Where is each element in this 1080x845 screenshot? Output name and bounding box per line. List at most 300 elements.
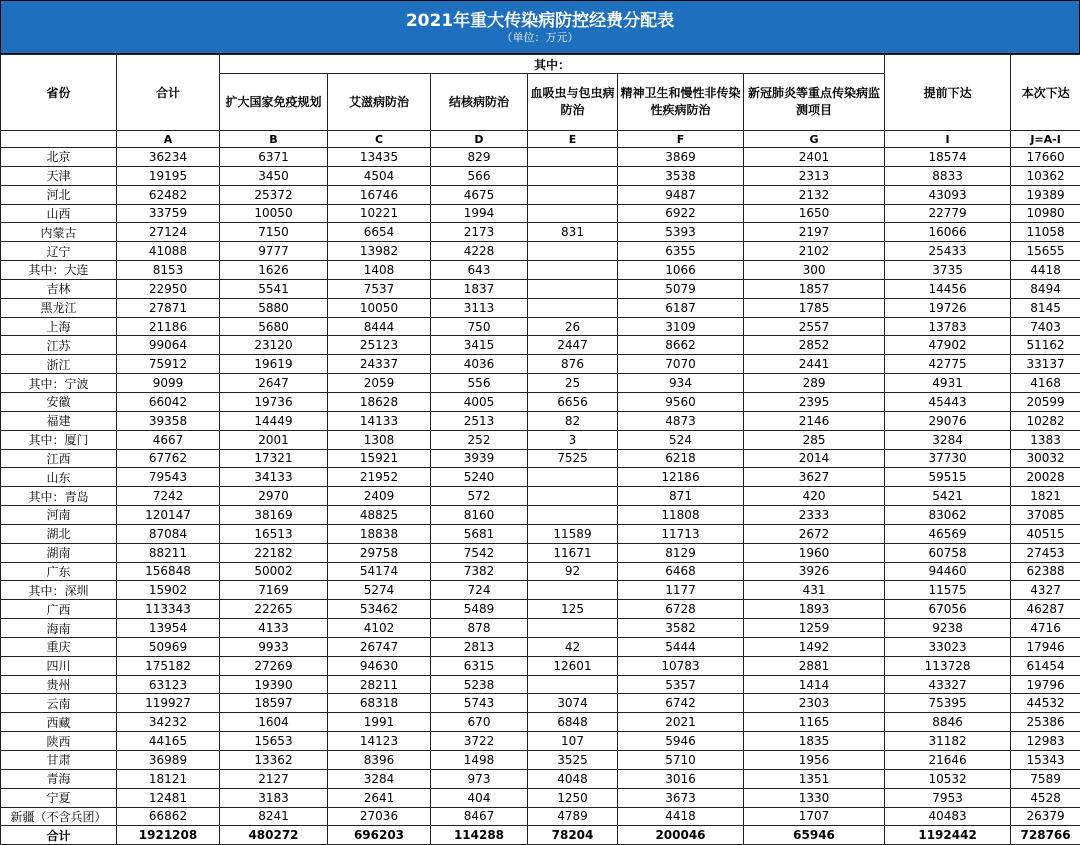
cell-j: 20599: [1011, 392, 1080, 411]
cell-i: 14456: [885, 279, 1011, 298]
table-row: [1, 223, 1080, 242]
cell-g: 1330: [744, 788, 885, 807]
province-name: 其中：宁波: [1, 374, 117, 393]
cell-b: 14449: [220, 411, 328, 430]
cell-g: 1785: [744, 298, 885, 317]
cell-b: 7169: [220, 581, 328, 600]
cell-b: 22265: [220, 600, 328, 619]
cell-f: 4418: [618, 807, 744, 826]
cell-c: 10050: [328, 298, 431, 317]
cell-g: 1351: [744, 769, 885, 788]
cell-c: 10221: [328, 204, 431, 223]
cell-j: 46287: [1011, 600, 1080, 619]
cell-b: 22182: [220, 543, 328, 562]
province-name: 广东: [1, 562, 117, 581]
cell-i: 60758: [885, 543, 1011, 562]
cell-a: 39358: [117, 411, 220, 430]
cell-a: 41088: [117, 242, 220, 261]
province-name: 贵州: [1, 675, 117, 694]
cell-d: 4036: [431, 355, 528, 374]
cell-b: 7150: [220, 223, 328, 242]
cell-f: 3109: [618, 317, 744, 336]
province-name: 其中：大连: [1, 261, 117, 280]
cell-d: 3415: [431, 336, 528, 355]
column-code: E: [528, 131, 618, 148]
cell-a: 62482: [117, 185, 220, 204]
cell-d: 7382: [431, 562, 528, 581]
cell-d: 572: [431, 487, 528, 506]
cell-f: 3673: [618, 788, 744, 807]
header-of-which: 其中：: [220, 55, 885, 74]
cell-g: 1956: [744, 751, 885, 770]
cell-a: 4667: [117, 430, 220, 449]
province-name: 其中：青岛: [1, 487, 117, 506]
code-blank: [1, 131, 117, 148]
province-name: 江苏: [1, 336, 117, 355]
cell-j: 8494: [1011, 279, 1080, 298]
cell-f: 871: [618, 487, 744, 506]
province-name: 浙江: [1, 355, 117, 374]
province-name: 其中：厦门: [1, 430, 117, 449]
province-name: 西藏: [1, 713, 117, 732]
cell-c: 21952: [328, 468, 431, 487]
total-cell-a: 1921208: [117, 826, 220, 845]
header-covid-monitoring: 新冠肺炎等重点传染病监测项目: [744, 74, 885, 131]
cell-f: 6742: [618, 694, 744, 713]
cell-j: 44532: [1011, 694, 1080, 713]
cell-c: 3284: [328, 769, 431, 788]
cell-g: 1650: [744, 204, 885, 223]
cell-j: 17946: [1011, 637, 1080, 656]
cell-a: 120147: [117, 506, 220, 525]
cell-f: 8129: [618, 543, 744, 562]
cell-d: 556: [431, 374, 528, 393]
column-code: I: [885, 131, 1011, 148]
cell-g: 1414: [744, 675, 885, 694]
cell-j: 10362: [1011, 166, 1080, 185]
header-province: 省份: [1, 55, 117, 131]
cell-b: 50002: [220, 562, 328, 581]
cell-e: [528, 261, 618, 280]
cell-g: 2313: [744, 166, 885, 185]
cell-e: 3525: [528, 751, 618, 770]
cell-j: 19389: [1011, 185, 1080, 204]
cell-c: 54174: [328, 562, 431, 581]
cell-i: 13783: [885, 317, 1011, 336]
table-row: [1, 487, 1080, 506]
cell-e: [528, 185, 618, 204]
cell-j: 7403: [1011, 317, 1080, 336]
cell-g: 431: [744, 581, 885, 600]
table-row: [1, 298, 1080, 317]
cell-g: 289: [744, 374, 885, 393]
cell-g: 2014: [744, 449, 885, 468]
table-row: [1, 336, 1080, 355]
cell-a: 21186: [117, 317, 220, 336]
cell-c: 1308: [328, 430, 431, 449]
cell-f: 9487: [618, 185, 744, 204]
cell-j: 61454: [1011, 656, 1080, 675]
cell-g: 2401: [744, 148, 885, 167]
cell-j: 33137: [1011, 355, 1080, 374]
total-cell-b: 480272: [220, 826, 328, 845]
cell-d: 2173: [431, 223, 528, 242]
cell-e: 12601: [528, 656, 618, 675]
cell-f: 5357: [618, 675, 744, 694]
cell-d: 5681: [431, 524, 528, 543]
cell-a: 8153: [117, 261, 220, 280]
cell-d: 404: [431, 788, 528, 807]
province-name: 山东: [1, 468, 117, 487]
province-name: 内蒙古: [1, 223, 117, 242]
cell-d: 6315: [431, 656, 528, 675]
cell-d: 1994: [431, 204, 528, 223]
cell-d: 724: [431, 581, 528, 600]
cell-b: 2970: [220, 487, 328, 506]
cell-a: 99064: [117, 336, 220, 355]
cell-c: 13435: [328, 148, 431, 167]
table-title: 2021年重大传染病防控经费分配表: [1, 1, 1079, 31]
province-name: 河南: [1, 506, 117, 525]
cell-a: 27871: [117, 298, 220, 317]
cell-c: 6654: [328, 223, 431, 242]
cell-f: 6468: [618, 562, 744, 581]
cell-b: 15653: [220, 732, 328, 751]
table-row: [1, 694, 1080, 713]
table-row: [1, 374, 1080, 393]
cell-a: 175182: [117, 656, 220, 675]
cell-j: 26379: [1011, 807, 1080, 826]
cell-i: 29076: [885, 411, 1011, 430]
cell-c: 5274: [328, 581, 431, 600]
cell-i: 83062: [885, 506, 1011, 525]
cell-j: 4327: [1011, 581, 1080, 600]
cell-f: 6218: [618, 449, 744, 468]
cell-j: 7589: [1011, 769, 1080, 788]
cell-e: 3: [528, 430, 618, 449]
cell-e: [528, 581, 618, 600]
cell-f: 11713: [618, 524, 744, 543]
table-row: [1, 732, 1080, 751]
cell-b: 2001: [220, 430, 328, 449]
cell-b: 9933: [220, 637, 328, 656]
cell-b: 3183: [220, 788, 328, 807]
cell-i: 3735: [885, 261, 1011, 280]
cell-i: 18574: [885, 148, 1011, 167]
cell-i: 22779: [885, 204, 1011, 223]
table-row: [1, 449, 1080, 468]
cell-i: 75395: [885, 694, 1011, 713]
cell-e: 6848: [528, 713, 618, 732]
cell-a: 44165: [117, 732, 220, 751]
cell-a: 34232: [117, 713, 220, 732]
cell-g: 420: [744, 487, 885, 506]
table-row: [1, 185, 1080, 204]
cell-b: 16513: [220, 524, 328, 543]
cell-i: 43093: [885, 185, 1011, 204]
cell-e: 11671: [528, 543, 618, 562]
cell-i: 19726: [885, 298, 1011, 317]
table-header: [1, 55, 1080, 148]
column-code: C: [328, 131, 431, 148]
cell-g: 3926: [744, 562, 885, 581]
table-row: [1, 430, 1080, 449]
cell-f: 6728: [618, 600, 744, 619]
cell-d: 4228: [431, 242, 528, 261]
cell-f: 12186: [618, 468, 744, 487]
cell-c: 18628: [328, 392, 431, 411]
table-row: [1, 675, 1080, 694]
table-row: [1, 148, 1080, 167]
header-current: 本次下达: [1011, 55, 1080, 131]
cell-f: 8662: [618, 336, 744, 355]
total-cell-i: 1192442: [885, 826, 1011, 845]
cell-e: 25: [528, 374, 618, 393]
cell-a: 27124: [117, 223, 220, 242]
cell-i: 9238: [885, 619, 1011, 638]
cell-a: 66862: [117, 807, 220, 826]
cell-j: 4528: [1011, 788, 1080, 807]
province-name: 辽宁: [1, 242, 117, 261]
cell-i: 33023: [885, 637, 1011, 656]
cell-j: 17660: [1011, 148, 1080, 167]
cell-e: [528, 279, 618, 298]
cell-g: 1492: [744, 637, 885, 656]
total-cell-g: 65946: [744, 826, 885, 845]
cell-b: 19736: [220, 392, 328, 411]
table-row: [1, 242, 1080, 261]
cell-c: 53462: [328, 600, 431, 619]
table-row: [1, 581, 1080, 600]
cell-f: 3582: [618, 619, 744, 638]
cell-f: 5946: [618, 732, 744, 751]
cell-c: 26747: [328, 637, 431, 656]
province-name: 安徽: [1, 392, 117, 411]
province-name: 广西: [1, 600, 117, 619]
cell-d: 3939: [431, 449, 528, 468]
total-cell-c: 696203: [328, 826, 431, 845]
cell-g: 2146: [744, 411, 885, 430]
cell-g: 2672: [744, 524, 885, 543]
table-row: [1, 392, 1080, 411]
cell-g: 1893: [744, 600, 885, 619]
cell-b: 34133: [220, 468, 328, 487]
cell-b: 5541: [220, 279, 328, 298]
cell-c: 2641: [328, 788, 431, 807]
province-name: 福建: [1, 411, 117, 430]
cell-d: 2813: [431, 637, 528, 656]
cell-f: 6922: [618, 204, 744, 223]
cell-g: 2132: [744, 185, 885, 204]
province-name: 青海: [1, 769, 117, 788]
table-row: [1, 204, 1080, 223]
cell-j: 4168: [1011, 374, 1080, 393]
cell-g: 2197: [744, 223, 885, 242]
cell-b: 10050: [220, 204, 328, 223]
cell-j: 51162: [1011, 336, 1080, 355]
cell-b: 1604: [220, 713, 328, 732]
cell-g: 2102: [744, 242, 885, 261]
cell-b: 19619: [220, 355, 328, 374]
cell-j: 15343: [1011, 751, 1080, 770]
cell-e: [528, 166, 618, 185]
cell-f: 5393: [618, 223, 744, 242]
cell-f: 10783: [618, 656, 744, 675]
cell-e: 4789: [528, 807, 618, 826]
cell-f: 524: [618, 430, 744, 449]
cell-j: 8145: [1011, 298, 1080, 317]
cell-f: 5444: [618, 637, 744, 656]
cell-a: 12481: [117, 788, 220, 807]
cell-f: 5079: [618, 279, 744, 298]
cell-c: 8396: [328, 751, 431, 770]
cell-d: 7542: [431, 543, 528, 562]
cell-e: 92: [528, 562, 618, 581]
cell-c: 1991: [328, 713, 431, 732]
cell-a: 36989: [117, 751, 220, 770]
table-row: [1, 279, 1080, 298]
cell-c: 2409: [328, 487, 431, 506]
cell-i: 45443: [885, 392, 1011, 411]
cell-a: 7242: [117, 487, 220, 506]
column-code: J=A-I: [1011, 131, 1080, 148]
cell-b: 2127: [220, 769, 328, 788]
cell-f: 1177: [618, 581, 744, 600]
cell-f: 1066: [618, 261, 744, 280]
cell-c: 27036: [328, 807, 431, 826]
cell-d: 566: [431, 166, 528, 185]
cell-c: 7537: [328, 279, 431, 298]
cell-a: 22950: [117, 279, 220, 298]
cell-d: 1498: [431, 751, 528, 770]
cell-e: 125: [528, 600, 618, 619]
province-name: 湖南: [1, 543, 117, 562]
province-name: 甘肃: [1, 751, 117, 770]
cell-b: 6371: [220, 148, 328, 167]
total-cell-j: 728766: [1011, 826, 1080, 845]
cell-b: 9777: [220, 242, 328, 261]
cell-e: 831: [528, 223, 618, 242]
cell-d: 4005: [431, 392, 528, 411]
cell-j: 12983: [1011, 732, 1080, 751]
cell-g: 1165: [744, 713, 885, 732]
cell-e: [528, 468, 618, 487]
header-advance: 提前下达: [885, 55, 1011, 131]
cell-e: 2447: [528, 336, 618, 355]
province-name: 其中：深圳: [1, 581, 117, 600]
cell-d: 829: [431, 148, 528, 167]
cell-a: 9099: [117, 374, 220, 393]
cell-b: 18597: [220, 694, 328, 713]
cell-e: 7525: [528, 449, 618, 468]
cell-j: 25386: [1011, 713, 1080, 732]
cell-i: 4931: [885, 374, 1011, 393]
cell-d: 8467: [431, 807, 528, 826]
cell-a: 13954: [117, 619, 220, 638]
cell-i: 113728: [885, 656, 1011, 675]
cell-c: 18838: [328, 524, 431, 543]
table-row: [1, 788, 1080, 807]
cell-g: 1707: [744, 807, 885, 826]
header-schistosomiasis: 血吸虫与包虫病防治: [528, 74, 618, 131]
cell-g: 2441: [744, 355, 885, 374]
cell-i: 94460: [885, 562, 1011, 581]
cell-d: 670: [431, 713, 528, 732]
cell-c: 68318: [328, 694, 431, 713]
province-name: 吉林: [1, 279, 117, 298]
table-row: [1, 562, 1080, 581]
province-name: 山西: [1, 204, 117, 223]
cell-c: 4504: [328, 166, 431, 185]
cell-j: 1383: [1011, 430, 1080, 449]
cell-e: 3074: [528, 694, 618, 713]
cell-d: 5238: [431, 675, 528, 694]
cell-f: 9560: [618, 392, 744, 411]
province-name: 宁夏: [1, 788, 117, 807]
cell-a: 63123: [117, 675, 220, 694]
province-name: 重庆: [1, 637, 117, 656]
cell-d: 252: [431, 430, 528, 449]
table-row: [1, 769, 1080, 788]
cell-c: 15921: [328, 449, 431, 468]
province-name: 黑龙江: [1, 298, 117, 317]
cell-c: 14123: [328, 732, 431, 751]
table-row: [1, 166, 1080, 185]
cell-j: 4418: [1011, 261, 1080, 280]
cell-e: 1250: [528, 788, 618, 807]
cell-i: 47902: [885, 336, 1011, 355]
cell-g: 1857: [744, 279, 885, 298]
table-row: [1, 637, 1080, 656]
table-row: [1, 524, 1080, 543]
province-name: 海南: [1, 619, 117, 638]
cell-j: 10282: [1011, 411, 1080, 430]
cell-f: 3869: [618, 148, 744, 167]
cell-g: 2303: [744, 694, 885, 713]
cell-g: 2395: [744, 392, 885, 411]
cell-a: 66042: [117, 392, 220, 411]
cell-g: 2557: [744, 317, 885, 336]
table-row: [1, 619, 1080, 638]
header-tuberculosis: 结核病防治: [431, 74, 528, 131]
cell-j: 27453: [1011, 543, 1080, 562]
cell-e: [528, 204, 618, 223]
table-row: [1, 807, 1080, 826]
cell-e: [528, 487, 618, 506]
cell-c: 25123: [328, 336, 431, 355]
province-name: 北京: [1, 148, 117, 167]
province-name: 新疆（不含兵团）: [1, 807, 117, 826]
column-code: F: [618, 131, 744, 148]
cell-b: 2647: [220, 374, 328, 393]
cell-e: 4048: [528, 769, 618, 788]
cell-d: 5743: [431, 694, 528, 713]
cell-j: 19796: [1011, 675, 1080, 694]
cell-f: 7070: [618, 355, 744, 374]
cell-g: 300: [744, 261, 885, 280]
table-row: [1, 411, 1080, 430]
cell-f: 3016: [618, 769, 744, 788]
cell-b: 1626: [220, 261, 328, 280]
cell-c: 94630: [328, 656, 431, 675]
cell-a: 113343: [117, 600, 220, 619]
cell-i: 43327: [885, 675, 1011, 694]
cell-e: [528, 148, 618, 167]
allocation-table: [0, 54, 1080, 845]
table-row: [1, 713, 1080, 732]
cell-c: 2059: [328, 374, 431, 393]
cell-e: [528, 298, 618, 317]
